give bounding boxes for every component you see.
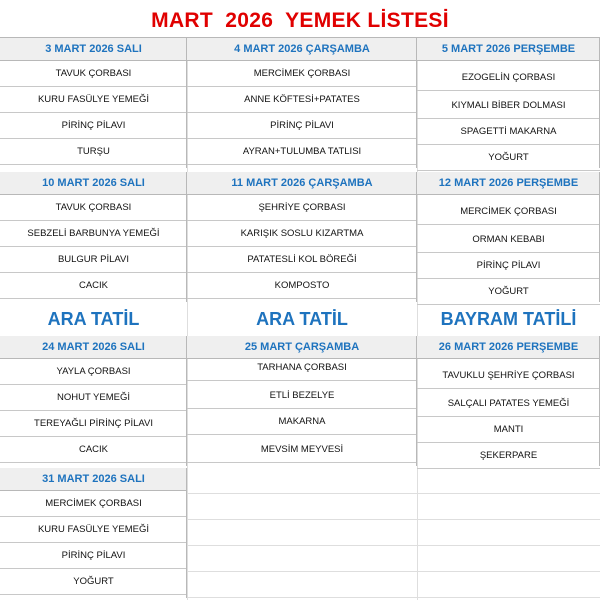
menu-item: MEVSİM MEYVESİ <box>187 438 417 463</box>
menu-item: SALÇALI PATATES YEMEĞİ <box>417 392 600 417</box>
menu-item: KOMPOSTO <box>187 274 417 299</box>
column-border <box>186 468 187 598</box>
menu-item: KURU FASÜLYE YEMEĞİ <box>0 518 187 543</box>
day-header: 24 MART 2026 SALI <box>0 336 187 359</box>
menu-item: MAKARNA <box>187 410 417 435</box>
menu-item: PİRİNÇ PİLAVI <box>0 114 187 139</box>
menu-item: CACIK <box>0 274 187 299</box>
menu-item: SPAGETTİ MAKARNA <box>417 120 600 145</box>
menu-item: MANTI <box>417 418 600 443</box>
menu-item: YAYLA ÇORBASI <box>0 360 187 385</box>
menu-item: TAVUK ÇORBASI <box>0 196 187 221</box>
menu-item: TARHANA ÇORBASI <box>187 356 417 381</box>
holiday-label: BAYRAM TATİLİ <box>440 309 577 329</box>
menu-item: TAVUKLU ŞEHRİYE ÇORBASI <box>417 364 600 389</box>
menu-item: MERCİMEK ÇORBASI <box>417 200 600 225</box>
menu-item: MERCİMEK ÇORBASI <box>0 492 187 517</box>
holiday-label: ARA TATİL <box>47 309 140 329</box>
grid-row-line <box>187 493 600 494</box>
grid-row-line <box>187 597 600 598</box>
menu-item: YOĞURT <box>417 280 600 305</box>
day-header: 11 MART 2026 ÇARŞAMBA <box>187 172 417 195</box>
menu-item: MERCİMEK ÇORBASI <box>187 62 417 87</box>
holiday-label: ARA TATİL <box>256 309 348 329</box>
menu-item: PİRİNÇ PİLAVI <box>0 544 187 569</box>
menu-item: KIYMALI BİBER DOLMASI <box>417 94 600 119</box>
menu-item: AYRAN+TULUMBA TATLISI <box>187 140 417 165</box>
menu-item: SEBZELİ BARBUNYA YEMEĞİ <box>0 222 187 247</box>
menu-item: TAVUK ÇORBASI <box>0 62 187 87</box>
menu-item: ŞEKERPARE <box>417 444 600 469</box>
day-header: 5 MART 2026 PERŞEMBE <box>417 38 600 61</box>
day-header: 31 MART 2026 SALI <box>0 468 187 491</box>
day-header: 26 MART 2026 PERŞEMBE <box>417 336 600 359</box>
menu-item: PİRİNÇ PİLAVI <box>187 114 417 139</box>
menu-item: ORMAN KEBABI <box>417 228 600 253</box>
day-header: 4 MART 2026 ÇARŞAMBA <box>187 38 417 61</box>
menu-item: YOĞURT <box>0 570 187 595</box>
menu-item: YOĞURT <box>417 146 600 171</box>
menu-item: KURU FASÜLYE YEMEĞİ <box>0 88 187 113</box>
menu-item: CACIK <box>0 438 187 463</box>
menu-item: EZOGELİN ÇORBASI <box>417 66 600 91</box>
menu-item: ANNE KÖFTESİ+PATATES <box>187 88 417 113</box>
day-header: 3 MART 2026 SALI <box>0 38 187 61</box>
menu-item: NOHUT YEMEĞİ <box>0 386 187 411</box>
menu-item: TEREYAĞLI PİRİNÇ PİLAVI <box>0 412 187 437</box>
page-title: MART 2026 YEMEK LİSTESİ <box>151 9 449 32</box>
grid-row-line <box>187 545 600 546</box>
day-header: 12 MART 2026 PERŞEMBE <box>417 172 600 195</box>
menu-item: ŞEHRİYE ÇORBASI <box>187 196 417 221</box>
menu-item: PİRİNÇ PİLAVI <box>417 254 600 279</box>
menu-item: PATATESLİ KOL BÖREĞİ <box>187 248 417 273</box>
header-border <box>0 37 600 38</box>
day-header: 10 MART 2026 SALI <box>0 172 187 195</box>
menu-item: KARIŞIK SOSLU KIZARTMA <box>187 222 417 247</box>
menu-item: ETLİ BEZELYE <box>187 384 417 409</box>
menu-item: TURŞU <box>0 140 187 165</box>
day-header: 25 MART ÇARŞAMBA <box>187 336 417 359</box>
menu-item: BULGUR PİLAVI <box>0 248 187 273</box>
grid-row-line <box>187 571 600 572</box>
grid-row-line <box>187 519 600 520</box>
